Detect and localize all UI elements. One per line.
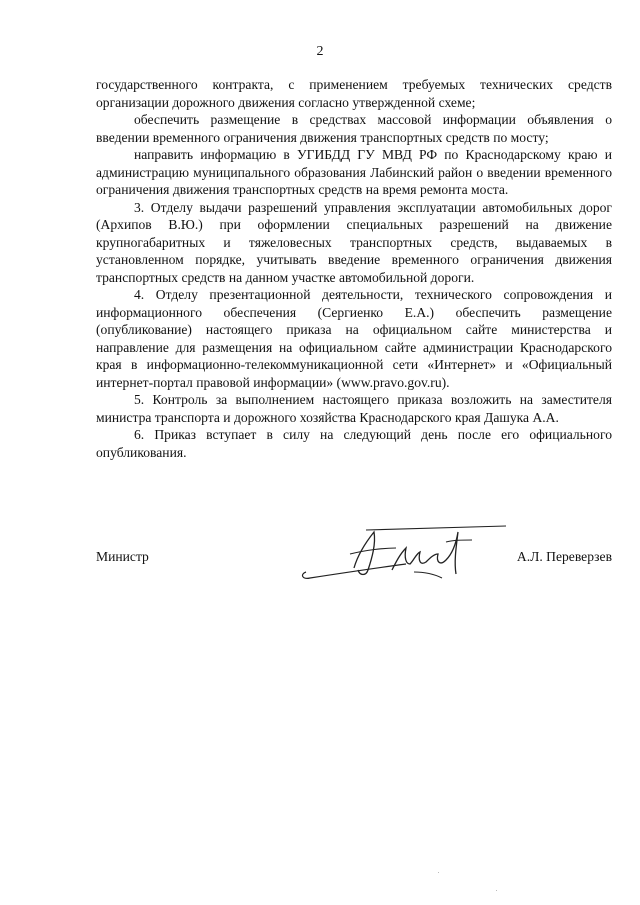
scan-speck [438,872,439,873]
paragraph-media-notice: обеспечить размещение в средствах массовой информации объявления о введении временного ограничения движения транспортных средств по мосту; [96,112,612,145]
paragraph-item-5: 5. Контроль за выполнением настоящего приказа возложить на заместителя министра транспорта и дорожного хозяйства Краснодарского края Дашука А.А. [96,392,612,425]
paragraph-item-6: 6. Приказ вступает в силу на следующий день после его официального опубликования. [96,427,612,460]
paragraph-item-4: 4. Отделу презентационной деятельности, технического сопровождения и информационного обеспечения (Сергиенко Е.А.) обеспечить размещение (опубликование) настоящего приказа на официальном сайте министерства и направление для размещения на официальном сайте администрации Краснодарского края в информационно-телекоммуникационной сети «Интернет» и «Официальный интернет-портал правовой информации» (www.pravo.gov.ru). [96,287,612,390]
page-number: 2 [316,44,324,59]
signature-block [96,540,612,600]
paragraph-contract: государственного контракта, с применением требуемых технических средств организации дорожного движения согласно утвержденной схеме; [96,77,612,110]
document-body [96,76,612,461]
signer-role: Министр [96,549,149,564]
paragraph-item-3: 3. Отделу выдачи разрешений управления эксплуатации автомобильных дорог (Архипов В.Ю.) при оформлении специальных разрешений на движение крупногабаритных и тяжеловесных транспортных средств, выдаваемых в установленном порядке, учитывать введение временного ограничения движения транспортных средств на данном участке автомобильной дороги. [96,199,612,285]
signer-name: А.Л. Переверзев [516,549,612,564]
scan-speck [496,890,497,891]
paragraph-police-notice: направить информацию в УГИБДД ГУ МВД РФ по Краснодарскому краю и администрацию муниципального образования Лабинский район о введении временного ограничения движения транспортных средств на время ремонта моста. [96,147,612,197]
handwritten-signature [296,524,526,586]
